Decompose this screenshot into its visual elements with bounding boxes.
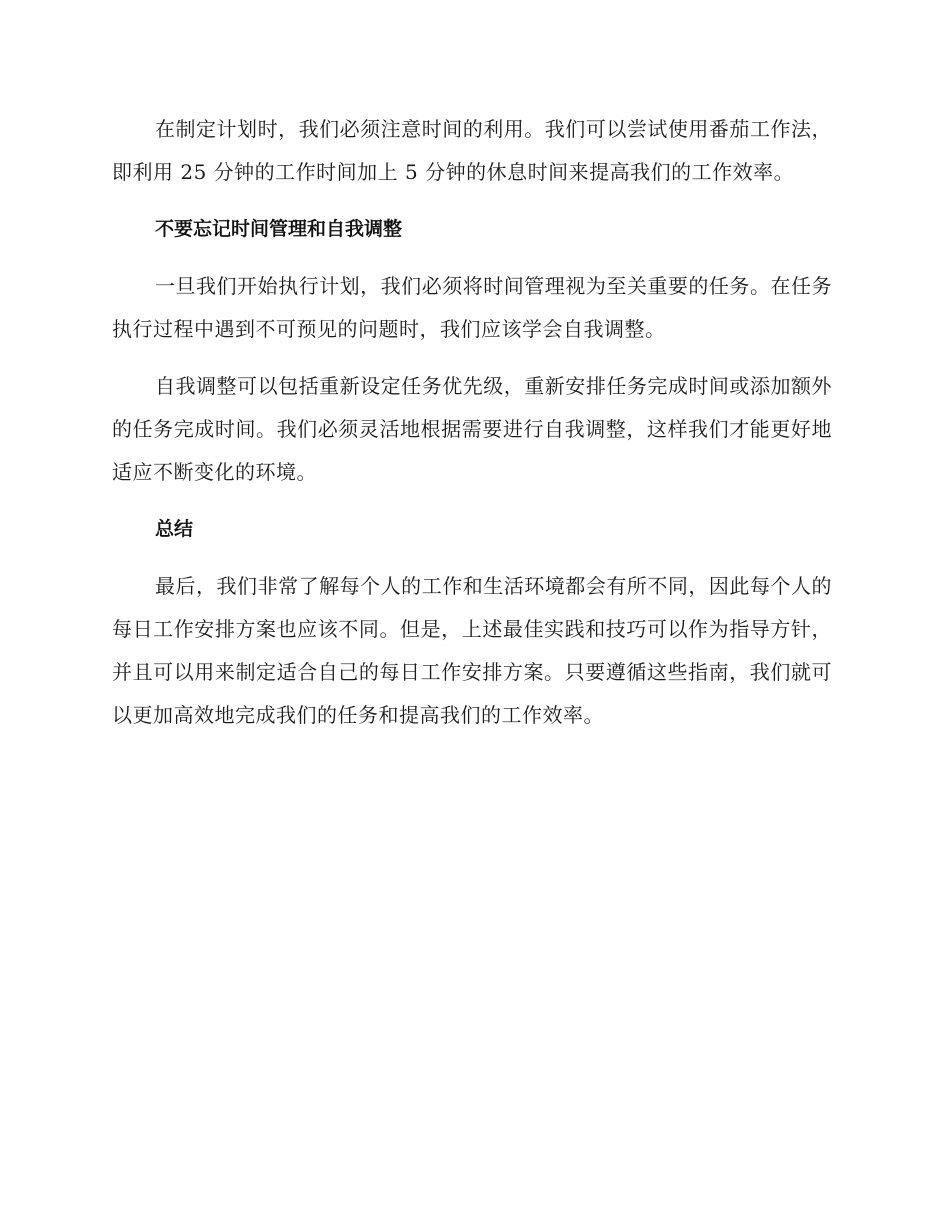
paragraph-execution: 一旦我们开始执行计划，我们必须将时间管理视为至关重要的任务。在任务执行过程中遇到不可预见的问题时，我们应该学会自我调整。 — [112, 274, 832, 341]
document-body — [112, 108, 832, 751]
section-heading-summary: 总结 — [155, 518, 194, 540]
paragraph-conclusion: 最后，我们非常了解每个人的工作和生活环境都会有所不同，因此每个人的每日工作安排方案也应该不同。但是，上述最佳实践和技巧可以作为指导方针，并且可以用来制定适合自己的每日工作安排方案。只要遵循这些指南，我们就可以更加高效地完成我们的任务和提高我们的工作效率。 — [112, 574, 832, 727]
paragraph-self-adjustment: 自我调整可以包括重新设定任务优先级，重新安排任务完成时间或添加额外的任务完成时间。我们必须灵活地根据需要进行自我调整，这样我们才能更好地适应不断变化的环境。 — [112, 374, 832, 484]
section-heading-time-management: 不要忘记时间管理和自我调整 — [155, 218, 403, 240]
paragraph-pomodoro: 在制定计划时，我们必须注意时间的利用。我们可以尝试使用番茄工作法，即利用 25 分钟的工作时间加上 5 分钟的休息时间来提高我们的工作效率。 — [112, 117, 832, 184]
